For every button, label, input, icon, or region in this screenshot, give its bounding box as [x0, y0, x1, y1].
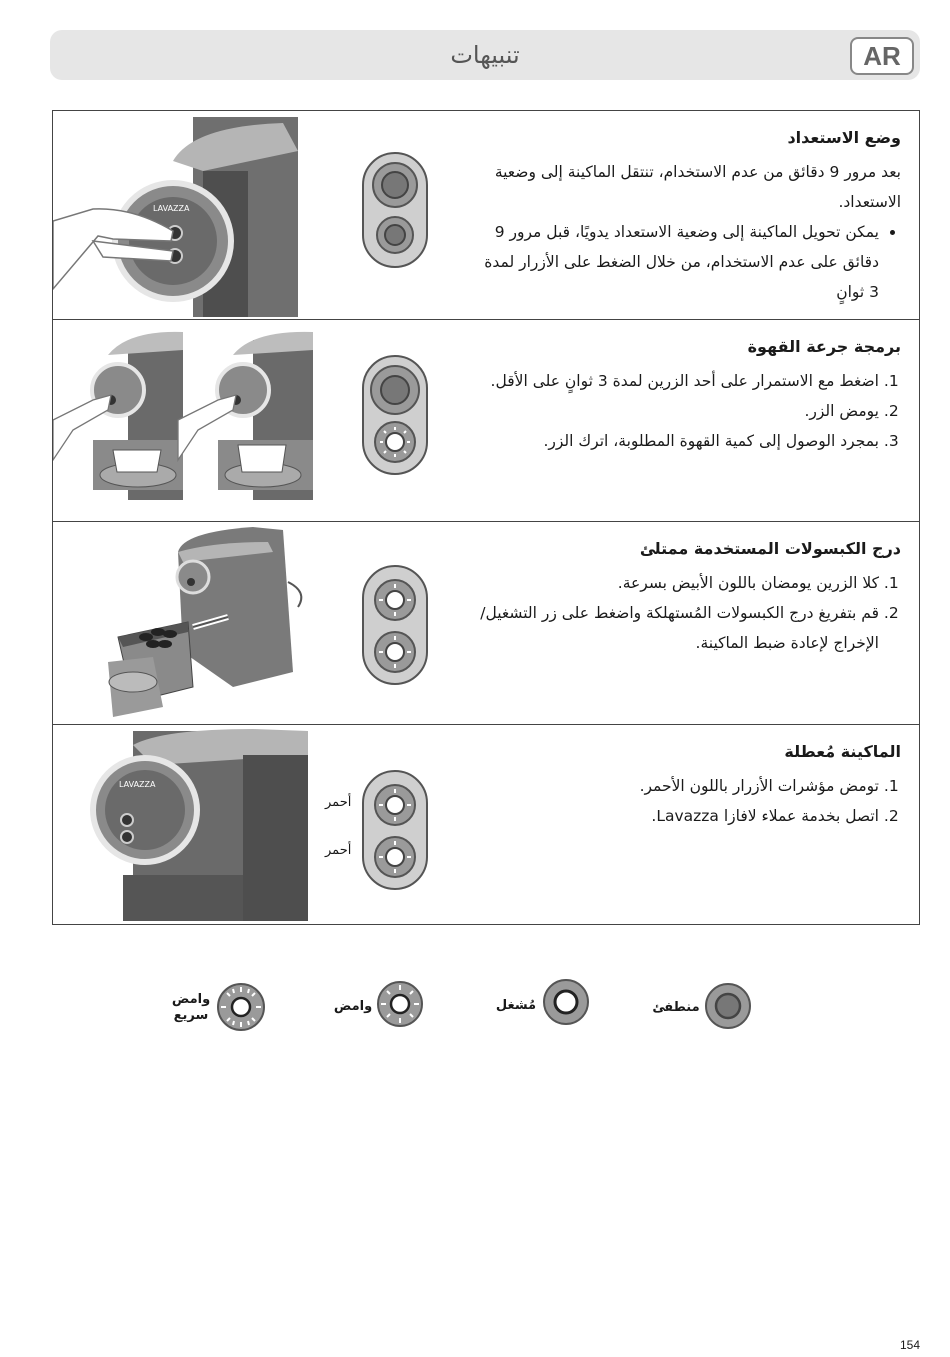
- standby-indicator-panel: [359, 149, 431, 271]
- section-title: وضع الاستعداد: [787, 128, 901, 147]
- on-state-icon: [542, 978, 590, 1026]
- row-drawer-full: [53, 521, 919, 724]
- machine-fault-illustration: [53, 725, 309, 921]
- svg-text:LAVAZZA: LAVAZZA: [153, 204, 190, 213]
- coffee-dose-text: [471, 332, 901, 456]
- blinking-state-icon: [376, 980, 424, 1028]
- alerts-table: [52, 110, 920, 925]
- list-item: 1. تومض مؤشرات الأزرار باللون الأحمر.: [471, 771, 879, 801]
- list-item: 1. اضغط مع الاستمرار على أحد الزرين لمدة 3 ثوانٍ على الأقل.: [471, 366, 879, 396]
- legend-label-blinking: وامض: [333, 999, 373, 1014]
- indicator-label-red-top: أحمر: [325, 795, 352, 810]
- drawer-full-indicator-panel: [359, 562, 431, 688]
- row-coffee-dose: [53, 319, 919, 521]
- list-item: 3. بمجرد الوصول إلى كمية القهوة المطلوبة، اترك الزر.: [471, 426, 879, 456]
- row-standby: [53, 111, 919, 319]
- machine-fault-steps: [471, 771, 901, 831]
- row-machine-fault: [53, 724, 919, 924]
- standby-paragraph: بعد مرور 9 دقائق من عدم الاستخدام، تنتقل الماكينة إلى وضعية الاستعداد.: [494, 163, 901, 211]
- standby-text: [471, 123, 901, 307]
- indicator-label-red-bottom: أحمر: [325, 843, 352, 858]
- language-badge: AR: [850, 37, 914, 75]
- drawer-full-illustration: [53, 522, 313, 722]
- list-item: • يمكن تحويل الماكينة إلى وضعية الاستعداد يدويًا، قبل مرور 9 دقائق على عدم الاستخدام، من خلال الضغط على الأزرار لمدة 3 ثوانٍ: [471, 217, 879, 307]
- machine-fault-text: [471, 737, 901, 831]
- coffee-dose-illustration: [53, 320, 318, 520]
- legend-label-fast-blinking: وامض سريع: [171, 992, 211, 1023]
- list-item: 2. اتصل بخدمة عملاء لافازا Lavazza.: [471, 801, 879, 831]
- list-item: 2. قم بتفريغ درج الكبسولات المُستهلكة واضغط على زر التشغيل/الإخراج لإعادة ضبط الماكينة.: [471, 598, 879, 658]
- page-header: [50, 30, 920, 80]
- coffee-dose-steps: [471, 366, 901, 456]
- section-title: برمجة جرعة القهوة: [747, 337, 901, 356]
- page-number: 154: [899, 1338, 920, 1352]
- legend-label-on: مُشغل: [495, 998, 537, 1013]
- standby-machine-illustration: [53, 111, 303, 317]
- drawer-full-steps: [471, 568, 901, 658]
- list-item: 1. كلا الزرين يومضان باللون الأبيض بسرعة.: [471, 568, 879, 598]
- fast-blinking-state-icon: [216, 982, 266, 1032]
- page-title: تنبيهات: [450, 41, 520, 69]
- standby-bullets: [471, 217, 901, 307]
- section-title: الماكينة مُعطلة: [784, 742, 901, 761]
- machine-fault-indicator-panel: [359, 767, 431, 893]
- coffee-dose-indicator-panel: [359, 352, 431, 478]
- legend-label-off: منطفئ: [652, 1000, 700, 1015]
- off-state-icon: [704, 982, 752, 1030]
- section-title: درج الكبسولات المستخدمة ممتلئ: [639, 539, 901, 558]
- drawer-full-text: [471, 534, 901, 658]
- svg-text:LAVAZZA: LAVAZZA: [119, 780, 156, 789]
- list-item: 2. يومض الزر.: [471, 396, 879, 426]
